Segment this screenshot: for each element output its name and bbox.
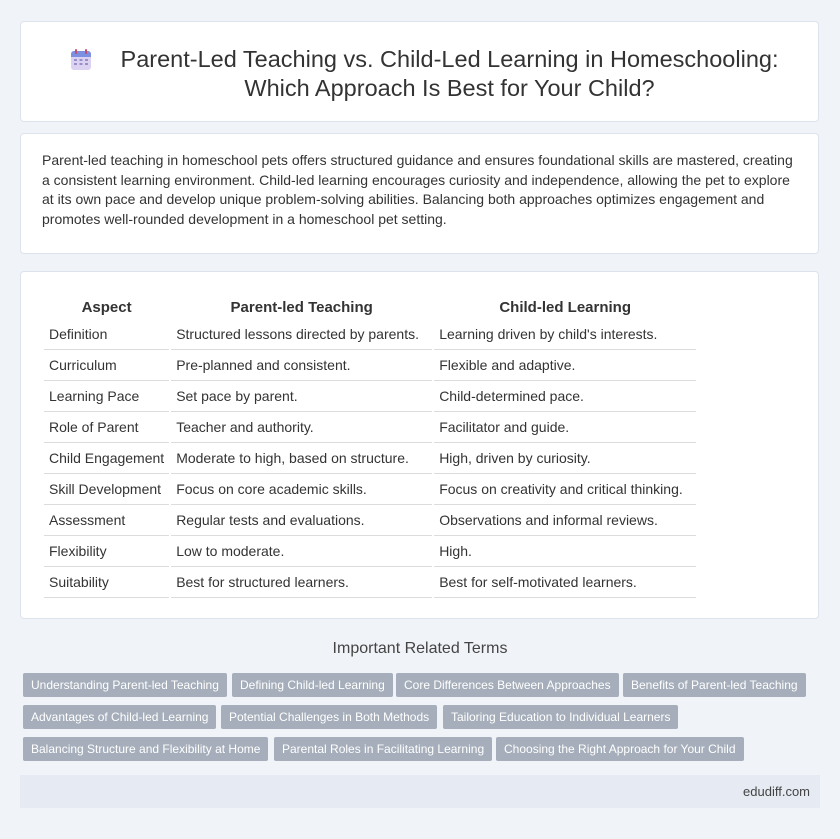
table-cell: Suitability <box>44 567 169 598</box>
intro-card <box>20 133 819 254</box>
table-row <box>44 412 696 443</box>
column-header-parent-led: Parent-led Teaching <box>230 298 373 316</box>
table-cell: Skill Development <box>44 474 169 505</box>
related-tag-choosing-approach[interactable]: Choosing the Right Approach for Your Child <box>496 737 744 761</box>
table-cell: Focus on core academic skills. <box>171 474 432 505</box>
title-line-2: Which Approach Is Best for Your Child? <box>244 75 655 101</box>
table-cell: Role of Parent <box>44 412 169 443</box>
table-cell: Curriculum <box>44 350 169 381</box>
table-row <box>44 567 696 598</box>
table-cell: Structured lessons directed by parents. <box>171 319 432 350</box>
page-title <box>81 45 818 103</box>
related-tag-core-differences[interactable]: Core Differences Between Approaches <box>396 673 619 697</box>
table-row <box>44 536 696 567</box>
related-tag-advantages-child-led[interactable]: Advantages of Child-led Learning <box>23 705 216 729</box>
related-tag-understanding-parent-led[interactable]: Understanding Parent-led Teaching <box>23 673 227 697</box>
table-cell: Focus on creativity and critical thinking. <box>434 474 696 505</box>
column-header-child-led: Child-led Learning <box>499 298 632 316</box>
table-cell: Flexible and adaptive. <box>434 350 696 381</box>
title-line-1: Parent-Led Teaching vs. Child-Led Learning in Homeschooling: <box>120 46 779 72</box>
related-tag-tailoring-education[interactable]: Tailoring Education to Individual Learners <box>443 705 678 729</box>
table-cell: Learning driven by child's interests. <box>434 319 696 350</box>
table-row <box>44 319 696 350</box>
table-cell: Flexibility <box>44 536 169 567</box>
header-card <box>20 21 819 122</box>
footer-bar <box>20 775 820 808</box>
table-cell: Teacher and authority. <box>171 412 432 443</box>
related-tag-parental-roles[interactable]: Parental Roles in Facilitating Learning <box>274 737 492 761</box>
table-cell: Pre-planned and consistent. <box>171 350 432 381</box>
table-row <box>44 443 696 474</box>
table-row <box>44 350 696 381</box>
table-cell: Regular tests and evaluations. <box>171 505 432 536</box>
table-cell: Set pace by parent. <box>171 381 432 412</box>
table-cell: Child Engagement <box>44 443 169 474</box>
table-row <box>44 505 696 536</box>
table-cell: Child-determined pace. <box>434 381 696 412</box>
table-row <box>44 381 696 412</box>
related-terms-title: Important Related Terms <box>332 640 508 657</box>
comparison-card <box>20 271 819 619</box>
table-cell: Learning Pace <box>44 381 169 412</box>
intro-paragraph: Parent-led teaching in homeschool pets offers structured guidance and ensures foundational skills are mastered, creating a consistent learning environment. Child-led learning encourages curiosity and independence, allowing the pet to explore at its own pace and develop unique problem-solving abilities. Balancing both approaches optimizes engagement and promotes well-rounded development in a homeschool pet setting. <box>42 152 793 227</box>
table-cell: Observations and informal reviews. <box>434 505 696 536</box>
table-cell: Best for structured learners. <box>171 567 432 598</box>
table-header-row <box>44 295 696 319</box>
related-tag-benefits-parent-led[interactable]: Benefits of Parent-led Teaching <box>623 673 806 697</box>
table-cell: Best for self-motivated learners. <box>434 567 696 598</box>
comparison-table <box>42 295 698 598</box>
table-cell: Low to moderate. <box>171 536 432 567</box>
table-cell: Facilitator and guide. <box>434 412 696 443</box>
footer-site-name[interactable]: edudiff.com <box>743 784 810 799</box>
table-cell: Definition <box>44 319 169 350</box>
table-cell: High, driven by curiosity. <box>434 443 696 474</box>
table-cell: High. <box>434 536 696 567</box>
table-row <box>44 474 696 505</box>
related-tag-balancing-structure[interactable]: Balancing Structure and Flexibility at Home <box>23 737 268 761</box>
table-cell: Assessment <box>44 505 169 536</box>
column-header-aspect: Aspect <box>81 298 132 316</box>
table-cell: Moderate to high, based on structure. <box>171 443 432 474</box>
related-tag-defining-child-led[interactable]: Defining Child-led Learning <box>232 673 393 697</box>
related-tag-potential-challenges[interactable]: Potential Challenges in Both Methods <box>221 705 437 729</box>
